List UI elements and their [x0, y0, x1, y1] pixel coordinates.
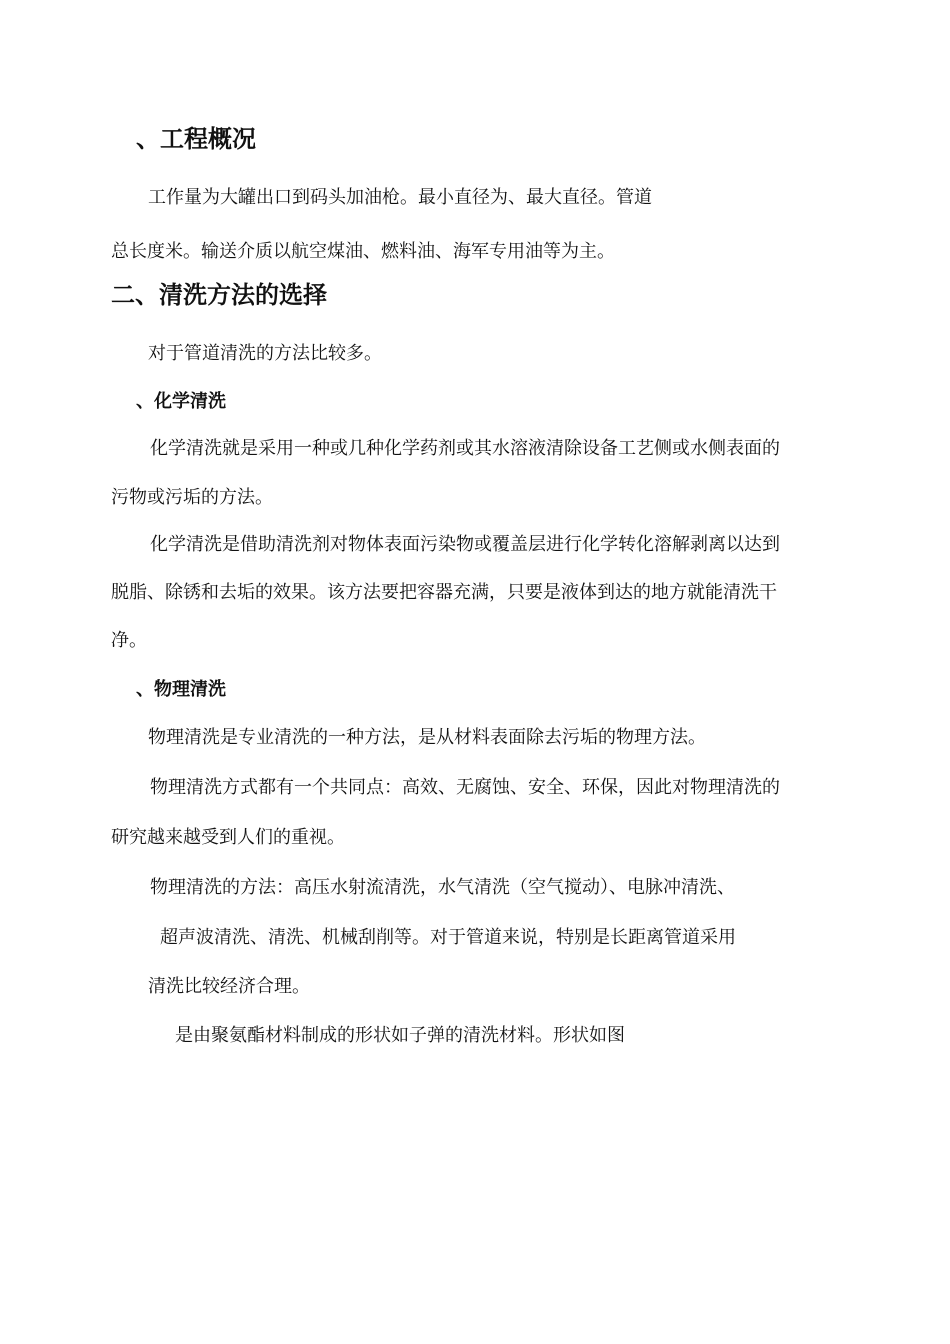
paragraph-line: 清洗比较经济合理。 — [148, 976, 310, 997]
paragraph-line: 化学清洗是借助清洗剂对物体表面污染物或覆盖层进行化学转化溶解剥离以达到 — [150, 534, 780, 555]
paragraph-line: 污物或污垢的方法。 — [111, 487, 273, 508]
paragraph-line: 净。 — [111, 630, 147, 651]
paragraph-line: 物理清洗方式都有一个共同点：高效、无腐蚀、安全、环保，因此对物理清洗的 — [150, 777, 780, 798]
paragraph-line: 物理清洗是专业清洗的一种方法，是从材料表面除去污垢的物理方法。 — [148, 727, 706, 748]
paragraph-line: 超声波清洗、清洗、机械刮削等。对于管道来说，特别是长距离管道采用 — [160, 927, 736, 948]
paragraph-line: 总长度米。输送介质以航空煤油、燃料油、海军专用油等为主。 — [111, 241, 615, 262]
paragraph-line: 是由聚氨酯材料制成的形状如子弹的清洗材料。形状如图 — [175, 1025, 625, 1046]
section-heading-project-overview: 、工程概况 — [136, 124, 256, 153]
paragraph-line: 脱脂、除锈和去垢的效果。该方法要把容器充满，只要是液体到达的地方就能清洗干 — [111, 582, 777, 603]
paragraph-line: 研究越来越受到人们的重视。 — [111, 827, 345, 848]
subsection-heading-chemical: 、化学清洗 — [136, 391, 226, 412]
section-heading-cleaning-method: 二、清洗方法的选择 — [111, 280, 327, 309]
subsection-heading-physical: 、物理清洗 — [136, 679, 226, 700]
paragraph-line: 工作量为大罐出口到码头加油枪。最小直径为、最大直径。管道 — [148, 187, 652, 208]
paragraph-line: 化学清洗就是采用一种或几种化学药剂或其水溶液清除设备工艺侧或水侧表面的 — [150, 438, 780, 459]
paragraph-line: 物理清洗的方法：高压水射流清洗，水气清洗（空气搅动）、电脉冲清洗、 — [150, 877, 735, 898]
paragraph-line: 对于管道清洗的方法比较多。 — [148, 343, 382, 364]
